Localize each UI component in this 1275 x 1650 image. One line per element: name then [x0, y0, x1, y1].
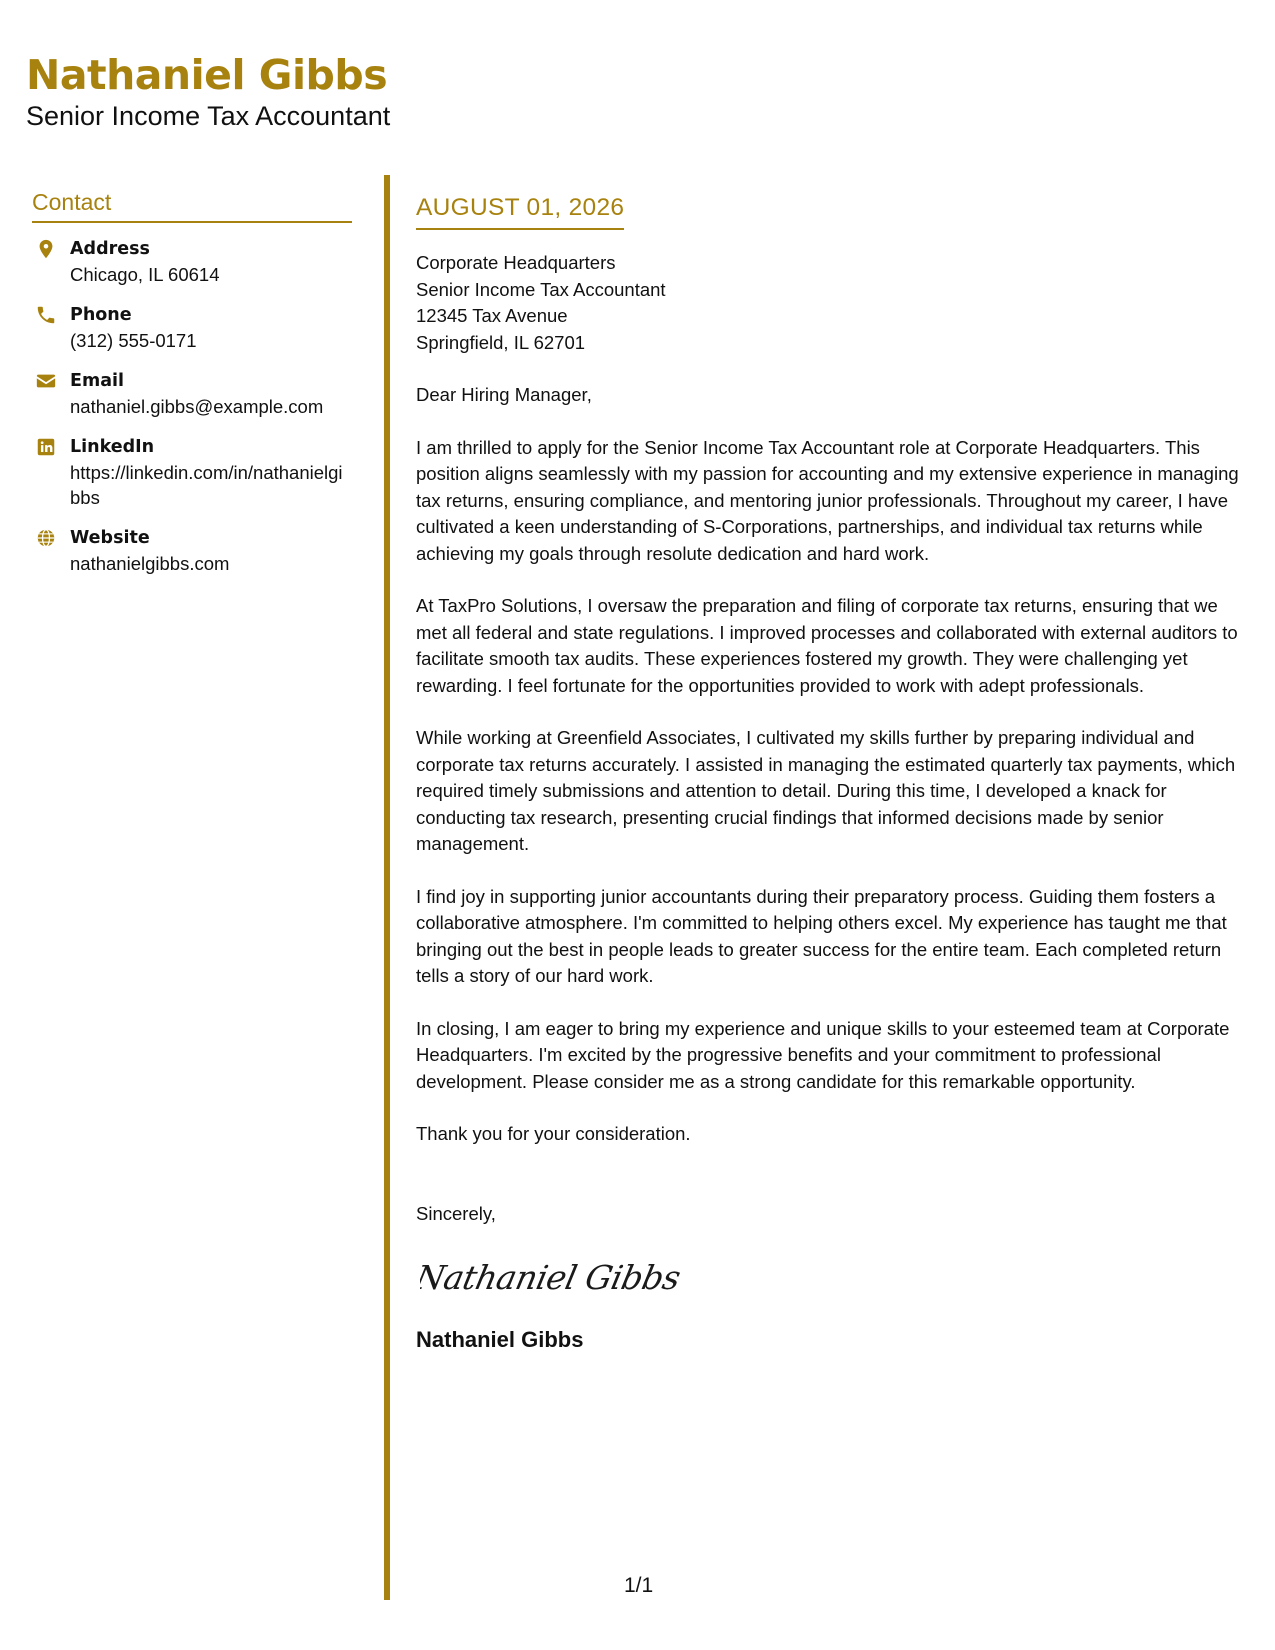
page-number: 1/1: [624, 1574, 654, 1597]
contact-list: [32, 237, 352, 576]
column-divider: [384, 175, 390, 1600]
contact-item-phone: [32, 303, 352, 353]
body-paragraph: Thank you for your consideration.: [416, 1123, 691, 1144]
recipient-line: Springfield, IL 62701: [416, 331, 586, 353]
body-paragraph: While working at Greenfield Associates, I cultivated my skills further by preparing individual and corporate tax returns accurately. I assisted in managing the estimated quarterly tax payments, which required timely submissions and attention to detail. During this time, I developed a knack for conducting tax research, presenting crucial findings that informed decisions made by senior management.: [416, 727, 1236, 854]
contact-value: nathaniel.gibbs@example.com: [70, 396, 324, 417]
applicant-name: Nathaniel Gibbs: [26, 51, 388, 99]
contact-item-website: [32, 526, 352, 576]
contact-heading: Contact: [32, 186, 352, 223]
contact-value: nathanielgibbs.com: [70, 553, 230, 574]
contact-label: Website: [70, 528, 150, 548]
body-paragraph: At TaxPro Solutions, I oversaw the preparation and filing of corporate tax returns, ensuring that we met all federal and state regulations. I improved processes and collaborated with external auditors to facilitate smooth tax audits. These experiences fostered my growth. They were challenging yet rewarding. I feel fortunate for the opportunities provided to work with adept professionals.: [416, 595, 1238, 696]
body-paragraph: I am thrilled to apply for the Senior Income Tax Accountant role at Corporate Headquarters. This position aligns seamlessly with my passion for accounting and my extensive experience in managing tax returns, ensuring compliance, and mentoring junior professionals. Throughout my career, I have cultivated a keen understanding of S-Corporations, partnerships, and individual tax returns while achieving my goals through resolute dedication and hard work.: [416, 436, 1239, 564]
recipient-block: [416, 250, 1251, 356]
linkedin-icon: [35, 436, 57, 458]
handwritten-signature: [420, 1249, 680, 1303]
recipient-line: 12345 Tax Avenue: [416, 305, 568, 326]
contact-item-address: [32, 237, 352, 287]
contact-label: Phone: [70, 305, 132, 325]
contact-label: Email: [70, 371, 124, 391]
applicant-title: Senior Income Tax Accountant: [26, 101, 391, 131]
recipient-line: Corporate Headquarters: [416, 252, 616, 273]
letter-body: [416, 192, 1251, 1354]
map-pin-icon: [35, 238, 57, 260]
contact-label: Address: [70, 239, 150, 259]
contact-value: https://linkedin.com/in/nathanielgibbs: [70, 462, 343, 508]
body-paragraph: In closing, I am eager to bring my experience and unique skills to your esteemed team at Corporate Headquarters. I'm excited by the progressive benefits and your commitment to professional development. Please consider me as a strong candidate for this remarkable opportunity.: [416, 1017, 1230, 1092]
globe-icon: [35, 527, 57, 549]
phone-icon: [35, 304, 57, 326]
signed-name: Nathaniel Gibbs: [416, 1327, 584, 1352]
letter-header: [26, 50, 390, 132]
letter-date: AUGUST 01, 2026: [416, 192, 624, 230]
contact-item-email: [32, 369, 352, 419]
contact-label: LinkedIn: [70, 437, 155, 457]
contact-sidebar: [32, 186, 352, 592]
signature-text: Nathaniel Gibbs: [420, 1258, 680, 1297]
body-paragraph: I find joy in supporting junior accountants during their preparatory process. Guiding them fosters a collaborative atmosphere. I'm committed to helping others excel. My experience has taught me that bringing out the best in people leads to greater success for the entire team. Each completed return tells a story of our hard work.: [416, 885, 1227, 986]
salutation: Dear Hiring Manager,: [416, 384, 592, 405]
recipient-line: Senior Income Tax Accountant: [416, 278, 666, 300]
closing: Sincerely,: [416, 1202, 496, 1224]
contact-value: Chicago, IL 60614: [70, 264, 220, 285]
contact-item-linkedin: [32, 435, 352, 510]
envelope-icon: [35, 370, 57, 392]
contact-value: (312) 555-0171: [70, 330, 197, 351]
